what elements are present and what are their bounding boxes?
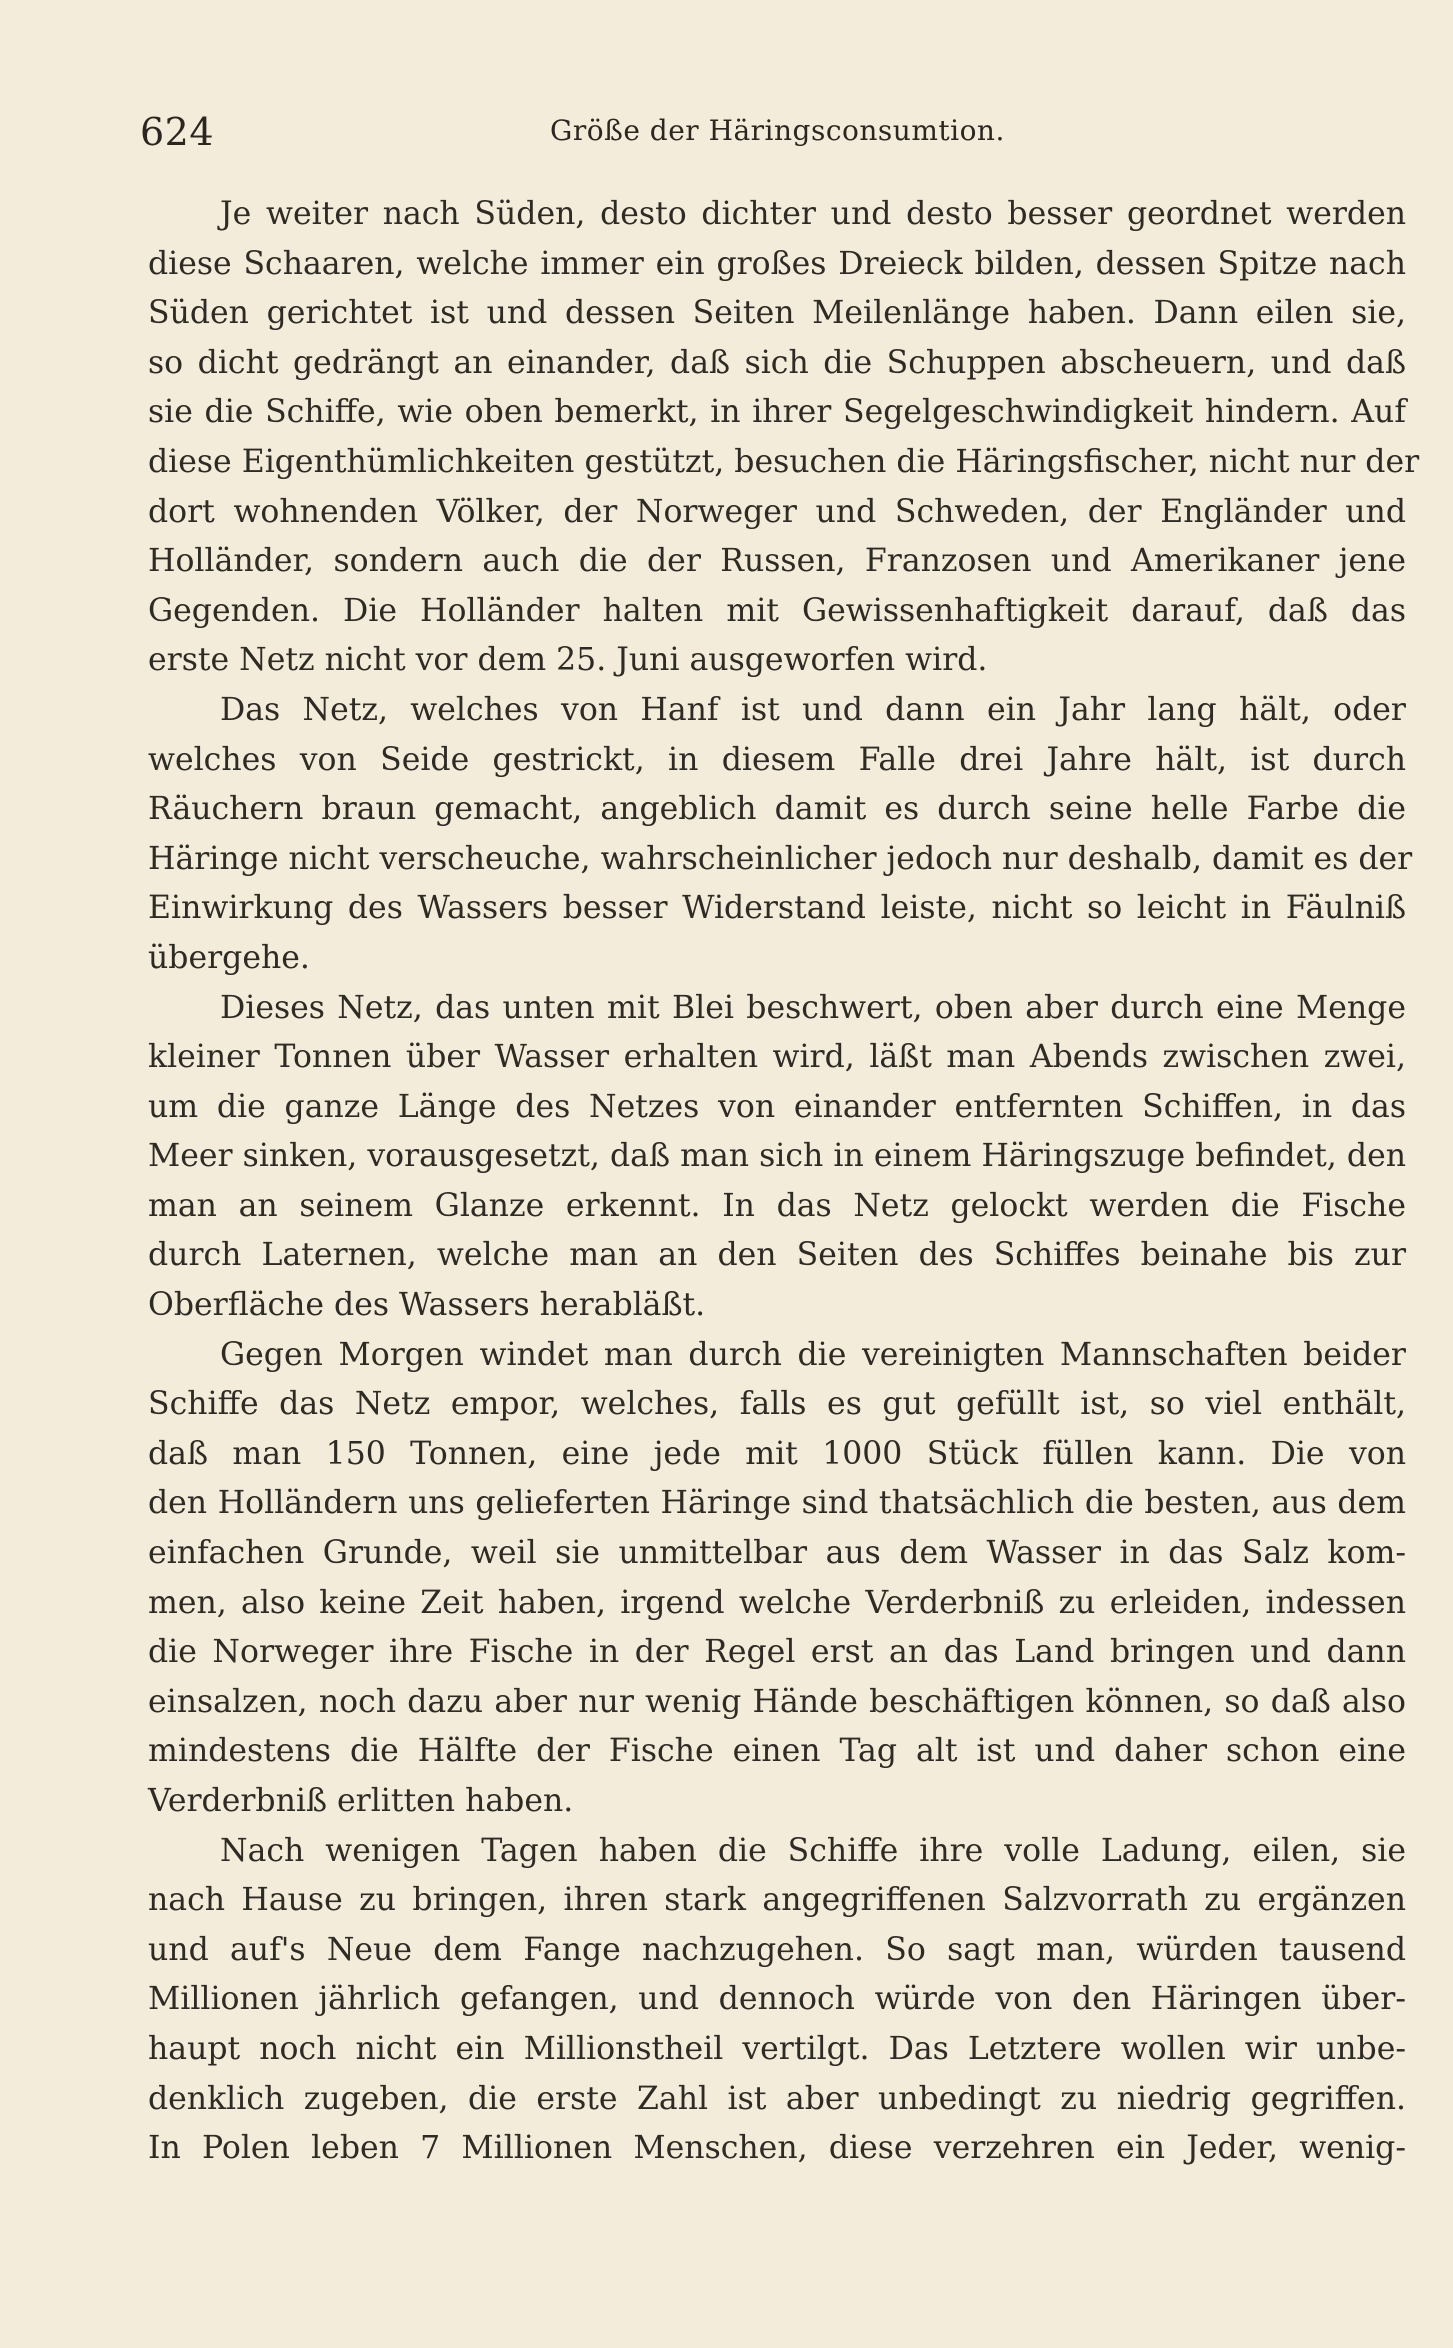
text-line: men, also keine Zeit haben, irgend welche Verderbniß zu erleiden, indessen [148, 1584, 1406, 1621]
text-line: so dicht gedrängt an einander, daß sich die Schuppen abscheuern, und daß [148, 344, 1406, 381]
text-line: nach Hause zu bringen, ihren stark angegriffenen Salzvorrath zu ergänzen [148, 1882, 1406, 1919]
text-line: man an seinem Glanze erkennt. In das Netz gelockt werden die Fische [148, 1187, 1406, 1224]
text-line: Holländer, sondern auch die der Russen, Franzosen und Amerikaner jene [148, 543, 1406, 580]
text-line: haupt noch nicht ein Millionstheil vertilgt. Das Letztere wollen wir unbe- [148, 2030, 1406, 2067]
text-line: welches von Seide gestrickt, in diesem Falle drei Jahre hält, ist durch [148, 741, 1406, 778]
text-line: durch Laternen, welche man an den Seiten des Schiffes beinahe bis zur [148, 1237, 1406, 1274]
text-line: daß man 150 Tonnen, eine jede mit 1000 Stück füllen kann. Die von [148, 1435, 1406, 1472]
text-line: Einwirkung des Wassers besser Widerstand leiste, nicht so leicht in Fäulniß [148, 890, 1406, 927]
text-line: In Polen leben 7 Millionen Menschen, diese verzehren ein Jeder, wenig- [148, 2130, 1406, 2167]
text-line: Oberfläche des Wassers herabläßt. [148, 1287, 706, 1324]
text-line: dort wohnenden Völker, der Norweger und Schweden, der Engländer und [148, 493, 1406, 530]
text-line: Verderbniß erlitten haben. [148, 1783, 574, 1819]
text-line: einfachen Grunde, weil sie unmittelbar aus dem Wasser in das Salz kom- [148, 1535, 1406, 1572]
text-line: erste Netz nicht vor dem 25. Juni ausgeworfen wird. [148, 642, 988, 679]
text-line: und auf's Neue dem Fange nachzugehen. So sagt man, würden tausend [148, 1931, 1406, 1968]
paragraph [148, 190, 1420, 686]
text-line: Räuchern braun gemacht, angeblich damit es durch seine helle Farbe die [148, 791, 1406, 828]
text-line: mindestens die Hälfte der Fische einen Tag alt ist und daher schon eine [148, 1733, 1406, 1770]
text-line: den Holländern uns gelieferten Häringe sind thatsächlich die besten, aus dem [148, 1485, 1406, 1522]
text-line: sie die Schiffe, wie oben bemerkt, in ihrer Segelgeschwindigkeit hindern. Auf [148, 394, 1406, 431]
text-line: Schiffe das Netz empor, welches, falls es gut gefüllt ist, so viel enthält, [148, 1386, 1406, 1423]
text-line: Gegenden. Die Holländer halten mit Gewissenhaftigkeit darauf, daß das [148, 592, 1406, 629]
text-line: diese Eigenthümlichkeiten gestützt, besuchen die Häringsfischer, nicht nur der [148, 443, 1420, 480]
paragraph [148, 1331, 1406, 1827]
text-line: die Norweger ihre Fische in der Regel erst an das Land bringen und dann [148, 1634, 1406, 1671]
text-line: einsalzen, noch dazu aber nur wenig Hände beschäftigen können, so daß also [148, 1683, 1406, 1720]
body-text [148, 190, 1420, 2174]
text-line: Häringe nicht verscheuche, wahrscheinlicher jedoch nur deshalb, damit es der [148, 840, 1413, 877]
text-line: Je weiter nach Süden, desto dichter und desto besser geordnet werden [220, 196, 1406, 232]
running-head: Größe der Häringsconsumtion. [550, 114, 1005, 147]
text-line: denklich zugeben, die erste Zahl ist aber unbedingt zu niedrig gegriffen. [148, 2080, 1406, 2117]
text-line: Millionen jährlich gefangen, und dennoch würde von den Häringen über- [148, 1981, 1406, 2018]
text-line: Meer sinken, vorausgesetzt, daß man sich in einem Häringszuge befindet, den [148, 1138, 1406, 1175]
page-header [140, 104, 1410, 154]
paragraph [148, 1827, 1406, 2174]
text-line: diese Schaaren, welche immer ein großes Dreieck bilden, dessen Spitze nach [148, 245, 1406, 282]
text-line: um die ganze Länge des Netzes von einander entfernten Schiffen, in das [148, 1088, 1406, 1125]
text-line: Gegen Morgen windet man durch die vereinigten Mannschaften beider [220, 1336, 1406, 1373]
text-line: Süden gerichtet ist und dessen Seiten Meilenlänge haben. Dann eilen sie, [148, 295, 1406, 332]
text-line: Das Netz, welches von Hanf ist und dann ein Jahr lang hält, oder [220, 691, 1406, 728]
text-line: übergehe. [148, 939, 310, 976]
paragraph [148, 984, 1406, 1331]
paragraph [148, 686, 1413, 984]
text-line: Dieses Netz, das unten mit Blei beschwert, oben aber durch eine Menge [220, 989, 1406, 1026]
text-line: Nach wenigen Tagen haben die Schiffe ihre volle Ladung, eilen, sie [220, 1832, 1406, 1869]
page-number: 624 [140, 110, 215, 154]
text-line: kleiner Tonnen über Wasser erhalten wird, läßt man Abends zwischen zwei, [148, 1039, 1406, 1076]
